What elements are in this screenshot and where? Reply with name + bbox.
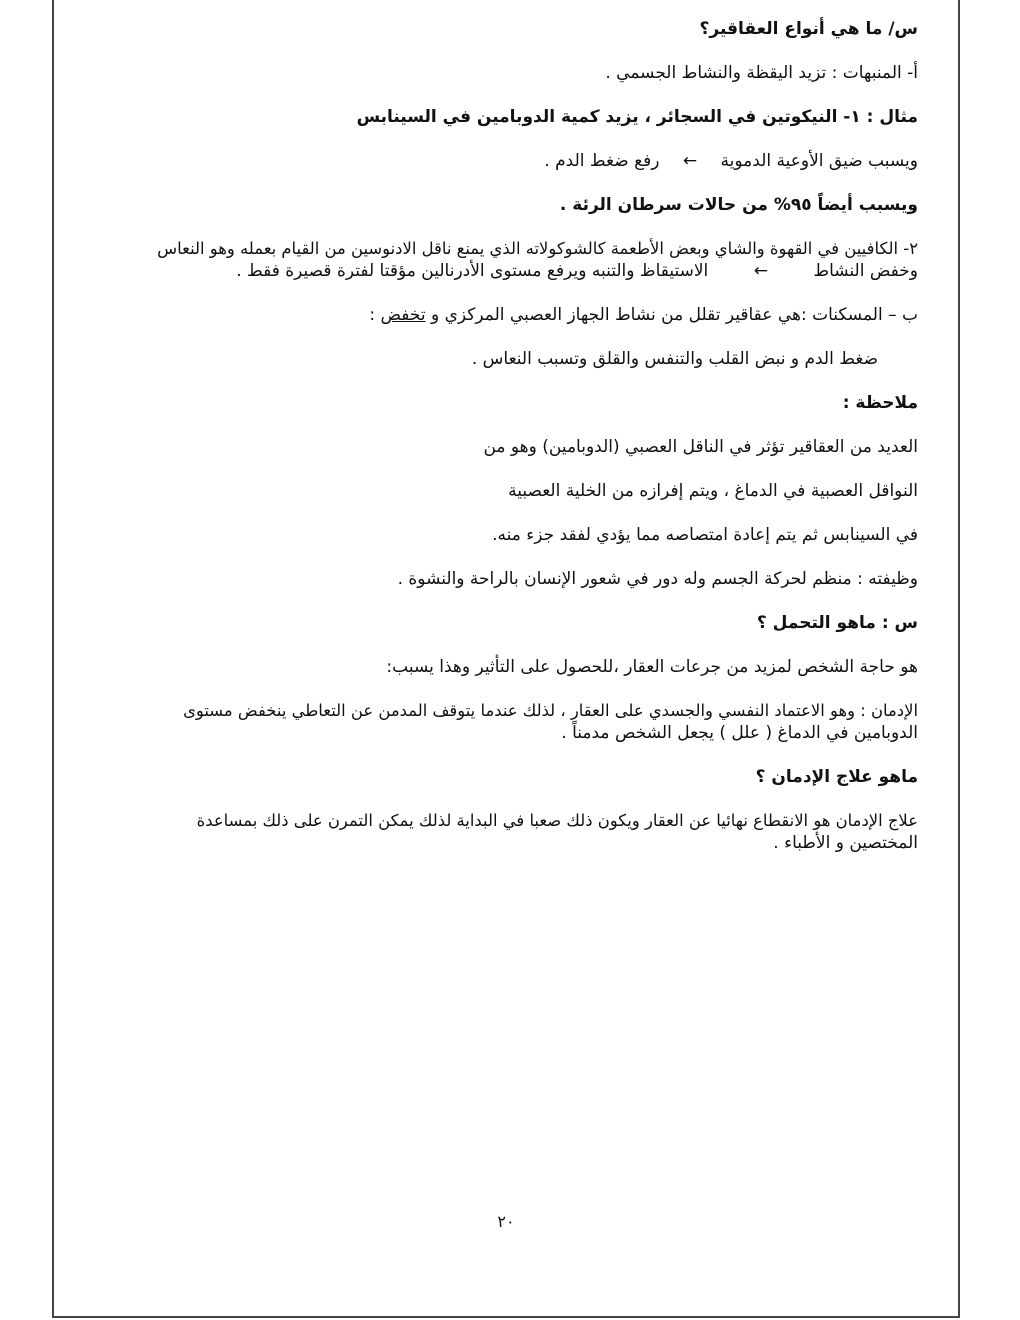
arrow-icon: ← (753, 261, 768, 281)
depressants-definition: ب – المسكنات :هي عقاقير تقلل من نشاط الجهاز العصبي المركزي و (431, 305, 918, 325)
lung-cancer-line: ويسبب أيضاً ٩٥% من حالات سرطان الرئة . (559, 195, 918, 215)
vessel-constriction-text: ويسبب ضيق الأوعية الدموية (720, 151, 918, 171)
question-types-title: س/ ما هي أنواع العقاقير؟ (699, 19, 918, 39)
addiction-line-2: الدوبامين في الدماغ ( علل ) يجعل الشخص مدمناً . (561, 723, 918, 743)
depressants-colon: : (369, 305, 376, 325)
note-title: ملاحظة : (842, 393, 918, 413)
depressants-line (94, 304, 918, 326)
nicotine-example: مثال : ١- النيكوتين في السجائر ، يزيد كمية الدوبامين في السينابس (356, 107, 918, 127)
arrow-icon: ← (682, 151, 698, 171)
reduce-word: تخفض (380, 305, 426, 325)
treatment-question: ماهو علاج الإدمان ؟ (755, 767, 918, 787)
note-line-1: العديد من العقاقير تؤثر في الناقل العصبي (الدوبامين) وهو من (483, 437, 918, 457)
stimulants-line: أ- المنبهات : تزيد اليقظة والنشاط الجسمي . (605, 63, 918, 83)
addiction-line-1: الإدمان : وهو الاعتماد النفسي والجسدي على العقار ، لذلك عندما يتوقف المدمن عن التعاطي ينخفض مستوى (183, 701, 918, 720)
document-body (94, 18, 918, 854)
treatment-answer-2: المختصين و الأطباء . (773, 833, 918, 853)
document-page (52, 0, 960, 1318)
treatment-answer-1: علاج الإدمان هو الانقطاع نهائيا عن العقار ويكون ذلك صعبا في البداية لذلك يمكن التمرن على ذلك بمساعدة (196, 811, 918, 830)
note-line-3: في السينابس ثم يتم إعادة امتصاصه مما يؤدي لفقد جزء منه. (492, 525, 918, 545)
depressants-effects: ضغط الدم و نبض القلب والتنفس والقلق وتسبب النعاس . (471, 349, 878, 369)
activity-reduction-text: وخفض النشاط (813, 261, 918, 281)
tolerance-question: س : ماهو التحمل ؟ (756, 613, 918, 633)
note-line-2: النواقل العصبية في الدماغ ، ويتم إفرازه من الخلية العصبية (508, 481, 918, 501)
wakefulness-text: الاستيقاظ والتنبه ويرفع مستوى الأدرنالين مؤقتا لفترة قصيرة فقط . (236, 261, 709, 281)
page-number: ٢٠ (497, 1212, 515, 1231)
nicotine-effect-line (94, 150, 918, 172)
caffeine-line-1: ٢- الكافيين في القهوة والشاي وبعض الأطعمة كالشوكولاته الذي يمنع ناقل الادنوسين من القيام بعمله وهو النعاس (157, 239, 918, 258)
caffeine-line-2 (94, 260, 918, 282)
blood-pressure-text: رفع ضغط الدم . (544, 151, 660, 171)
note-line-4: وظيفته : منظم لحركة الجسم وله دور في شعور الإنسان بالراحة والنشوة . (397, 569, 918, 589)
tolerance-answer: هو حاجة الشخص لمزيد من جرعات العقار ،للحصول على التأثير وهذا يسبب: (386, 657, 918, 677)
